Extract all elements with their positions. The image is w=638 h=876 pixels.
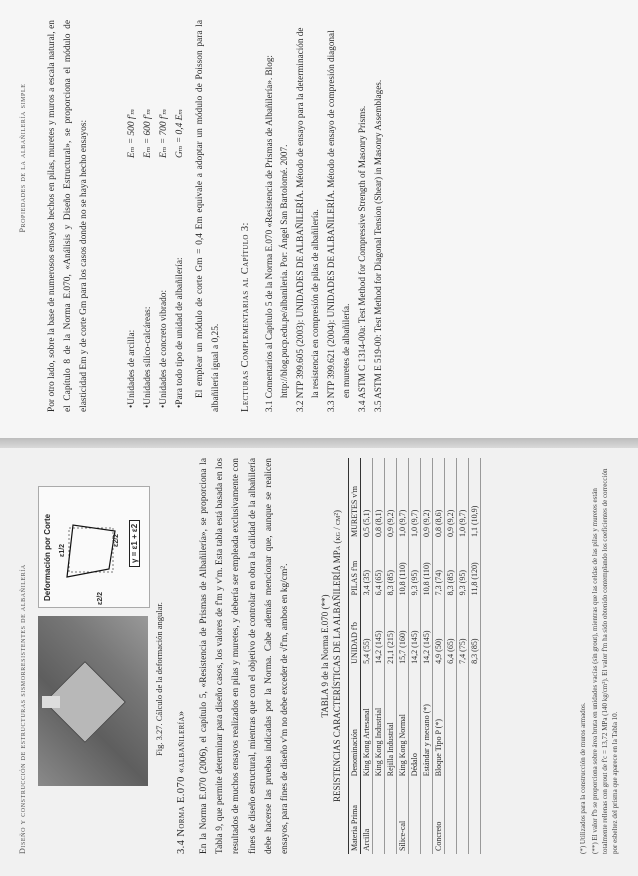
shear-formula: γ = ε1 + ε2 bbox=[129, 520, 140, 567]
table-cell: 5,4 (55) bbox=[361, 598, 373, 667]
table-body bbox=[361, 458, 481, 854]
footnote-1: (*) Utilizados para la construcción de muros armados. bbox=[579, 702, 587, 854]
modulus-item-label: Unidades de concreto vibrado: bbox=[159, 289, 169, 405]
table-cell: 1,0 (9,7) bbox=[457, 458, 469, 540]
readings-list bbox=[262, 20, 387, 412]
table-cell bbox=[445, 779, 457, 854]
modulus-item-label: Unidades de arcilla: bbox=[127, 329, 137, 405]
modulus-item bbox=[172, 18, 188, 408]
table-cell: Estándar y mecano (*) bbox=[421, 667, 433, 779]
table-title: TABLA 9 de la Norma E.070 (**) bbox=[320, 594, 330, 718]
modulus-item bbox=[140, 18, 156, 408]
table-row bbox=[469, 458, 481, 854]
gamma-left-label: ε2/2 bbox=[97, 591, 104, 605]
table-cell: 9,3 (95) bbox=[409, 540, 421, 598]
table-cell: 6,4 (65) bbox=[373, 540, 385, 598]
table-cell: 9,3 (95) bbox=[457, 540, 469, 598]
reading-item: 3.3 NTP 399.621 (2004): UNIDADES DE ALBAÑILERÍA. Método de ensayo de compresión diagonal en muretes de albañilería. bbox=[326, 30, 351, 412]
table-cell: 8,3 (85) bbox=[469, 598, 481, 667]
resistance-table bbox=[348, 458, 481, 854]
table-cell bbox=[457, 779, 469, 854]
modulus-item bbox=[124, 18, 140, 408]
bullet-dot-icon: • bbox=[175, 404, 185, 408]
table-cell: 0,8 (8,1) bbox=[373, 458, 385, 540]
modulus-list bbox=[124, 18, 188, 408]
table-row bbox=[457, 458, 469, 854]
table-row bbox=[385, 458, 397, 854]
modulus-item-label: Unidades sílico-calcáreas: bbox=[143, 306, 153, 405]
header-materia: Materia Prima bbox=[349, 779, 361, 854]
header-unidad: UNIDAD f'b bbox=[349, 598, 361, 667]
table-cell: 10,8 (110) bbox=[397, 540, 409, 598]
table-cell: 3,4 (35) bbox=[361, 540, 373, 598]
norma-paragraph: En la Norma E.070 (2006), el capítulo 5, «Resistencia de Prismas de Albañilería», se proporciona la Tabla 9, que permite determinar para diseño casos, los valores de f'm y v'm. Esta tabla está basada en los resultados de muchos ensayos realizados en pilas y muretes, y debería ser empleada exclusivamente con fines de diseño estructural, mientras que con el objetivo de controlar en obra la calidad de la albañilería debe hacerse las pruebas indicadas por la Norma. Cabe además mencionar que, aunque se realicen ensayos, para fines de diseño v'm no debe exceder de √f'm, ambos en kg/cm². bbox=[199, 458, 291, 854]
table-cell bbox=[469, 779, 481, 854]
table-cell: 21,1 (215) bbox=[385, 598, 397, 667]
table-cell: 0,9 (9,2) bbox=[385, 458, 397, 540]
table-cell bbox=[385, 779, 397, 854]
table-cell: 6,4 (65) bbox=[445, 598, 457, 667]
table-header-row bbox=[349, 458, 361, 854]
table-cell bbox=[409, 779, 421, 854]
figure-caption: Fig. 3.27. Cálculo de la deformación angular. bbox=[154, 602, 164, 756]
table-cell: Dédalo bbox=[409, 667, 421, 779]
footnote-2: (**) El valor f'b se proporciona sobre área bruta en unidades vacías (sin grout), mientras que las celdas de las pilas y muretes están totalmente rellenas con grout de f'c = 13,72 MPa (140 kg/cm²). El valor f'm ha sido obtenido contemplando los coeficientes de corrección por esbeltez del prisma que aparece en la Tabla 10. bbox=[591, 468, 619, 854]
poisson-paragraph: El emplear un módulo de corte Gm = 0,4 Em equivale a adoptar un módulo de Poisson para la albañilería igual a 0,25. bbox=[195, 20, 222, 412]
table-row bbox=[421, 458, 433, 854]
table-cell: 15,7 (160) bbox=[397, 598, 409, 667]
table-cell: 8,3 (85) bbox=[445, 540, 457, 598]
bullet-dot-icon: • bbox=[127, 404, 137, 408]
reading-item: 3.1 Comentarios al Capítulo 5 de la Norma E.070 «Resistencia de Prismas de Albañilería». Blog: http://blog.pucp.edu.pe/albanileria. Por: Ángel San Bartolomé. 2007. bbox=[264, 55, 289, 412]
test-photo bbox=[38, 616, 148, 786]
table-cell: 7,3 (74) bbox=[433, 540, 445, 598]
table-row bbox=[433, 458, 445, 854]
table-cell: King Kong Industrial bbox=[373, 667, 385, 779]
table-cell: 14,2 (145) bbox=[373, 598, 385, 667]
table-cell: 1,1 (10,9) bbox=[469, 458, 481, 540]
deformation-diagram bbox=[38, 486, 150, 608]
modulus-equation: Eₘ = 500 f'ₘ bbox=[127, 108, 137, 158]
table-row bbox=[373, 458, 385, 854]
modulus-item bbox=[156, 18, 172, 408]
table-cell bbox=[445, 667, 457, 779]
modulus-item-label: Para todo tipo de unidad de albañilería: bbox=[175, 257, 185, 405]
load-frame bbox=[42, 696, 60, 708]
table-row bbox=[397, 458, 409, 854]
header-pilas: PILAS f'm bbox=[349, 540, 361, 598]
table-row bbox=[409, 458, 421, 854]
table-cell: 0,5 (5,1) bbox=[361, 458, 373, 540]
table-cell: 11,8 (120) bbox=[469, 540, 481, 598]
table-cell: Rejilla Industrial bbox=[385, 667, 397, 779]
table-cell: 10,8 (110) bbox=[421, 540, 433, 598]
table-cell: Bloque Tipo P (*) bbox=[433, 667, 445, 779]
running-header-left: Diseño y construcción de estructuras sismorresistentes de albañilería bbox=[18, 564, 27, 854]
table-row bbox=[445, 458, 457, 854]
running-header-right: Propiedades de la albañilería simple bbox=[18, 83, 27, 233]
elasticity-paragraph: Por otro lado, sobre la base de numerosos ensayos hechos en pilas, muretes y muros a escala natural, en el Capítulo 8 de la Norma E.070, «Análisis y Diseño Estructural», se proporciona el módulo de elasticidad Em y de corte Gm para los casos donde no se haya hecho ensayos: bbox=[47, 20, 90, 412]
modulus-equation: Eₘ = 600 f'ₘ bbox=[143, 108, 153, 158]
gamma-bottom-label: ε2/2 bbox=[113, 533, 120, 547]
table-cell: 0,9 (9,2) bbox=[445, 458, 457, 540]
table-row bbox=[361, 458, 373, 854]
table-cell: Concreto bbox=[433, 779, 445, 854]
left-page bbox=[0, 438, 638, 876]
bullet-dot-icon: • bbox=[143, 404, 153, 408]
section-title-3-4: 3.4 Norma E.070 «albañilería» bbox=[176, 710, 187, 854]
modulus-equation: Gₘ = 0,4 Eₘ bbox=[175, 108, 185, 158]
table-cell: 1,0 (9,7) bbox=[397, 458, 409, 540]
table-cell bbox=[469, 667, 481, 779]
reading-item: 3.4 ASTM C 1314-00a: Test Method for Compressive Strength of Masonry Prisms. bbox=[357, 105, 367, 412]
table-cell: King Kong Artesanal bbox=[361, 667, 373, 779]
table-subtitle: RESISTENCIAS CARACTERÍSTICAS DE LA ALBAÑILERÍA MPa (kg / cm²) bbox=[332, 509, 342, 803]
table-cell: 7,4 (75) bbox=[457, 598, 469, 667]
table-cell: 14,2 (145) bbox=[409, 598, 421, 667]
header-muretes: MURETES v'm bbox=[349, 458, 361, 540]
diagram-title: Deformación por Corte bbox=[43, 513, 52, 601]
bullet-dot-icon: • bbox=[159, 404, 169, 408]
table-cell: Arcilla bbox=[361, 779, 373, 854]
table-cell: 8,3 (85) bbox=[385, 540, 397, 598]
modulus-equation: Eₘ = 700 f'ₘ bbox=[159, 108, 169, 158]
table-cell bbox=[373, 779, 385, 854]
table-cell: Sílice-cal bbox=[397, 779, 409, 854]
reading-item: 3.2 NTP 399.605 (2003): UNIDADES DE ALBAÑILERÍA. Método de ensayo para la determinación de la resistencia en compresión de pilas de albañilería. bbox=[295, 27, 320, 412]
reading-item: 3.5 ASTM E 519-00: Test Method for Diagonal Tension (Shear) in Masonry Assemblages. bbox=[373, 79, 383, 412]
gamma-top-label: ε1/2 bbox=[59, 543, 66, 557]
table-cell bbox=[421, 779, 433, 854]
table-cell: 4,9 (50) bbox=[433, 598, 445, 667]
table-cell: 0,8 (8,6) bbox=[433, 458, 445, 540]
table-cell bbox=[457, 667, 469, 779]
header-denominacion: Denominación bbox=[349, 667, 361, 779]
readings-title: Lecturas Complementarias al Capítulo 3: bbox=[240, 222, 251, 412]
table-cell: King Kong Normal bbox=[397, 667, 409, 779]
table-cell: 1,0 (9,7) bbox=[409, 458, 421, 540]
table-cell: 0,9 (9,2) bbox=[421, 458, 433, 540]
deformation-sketch bbox=[57, 497, 127, 597]
table-cell: 14,2 (145) bbox=[421, 598, 433, 667]
